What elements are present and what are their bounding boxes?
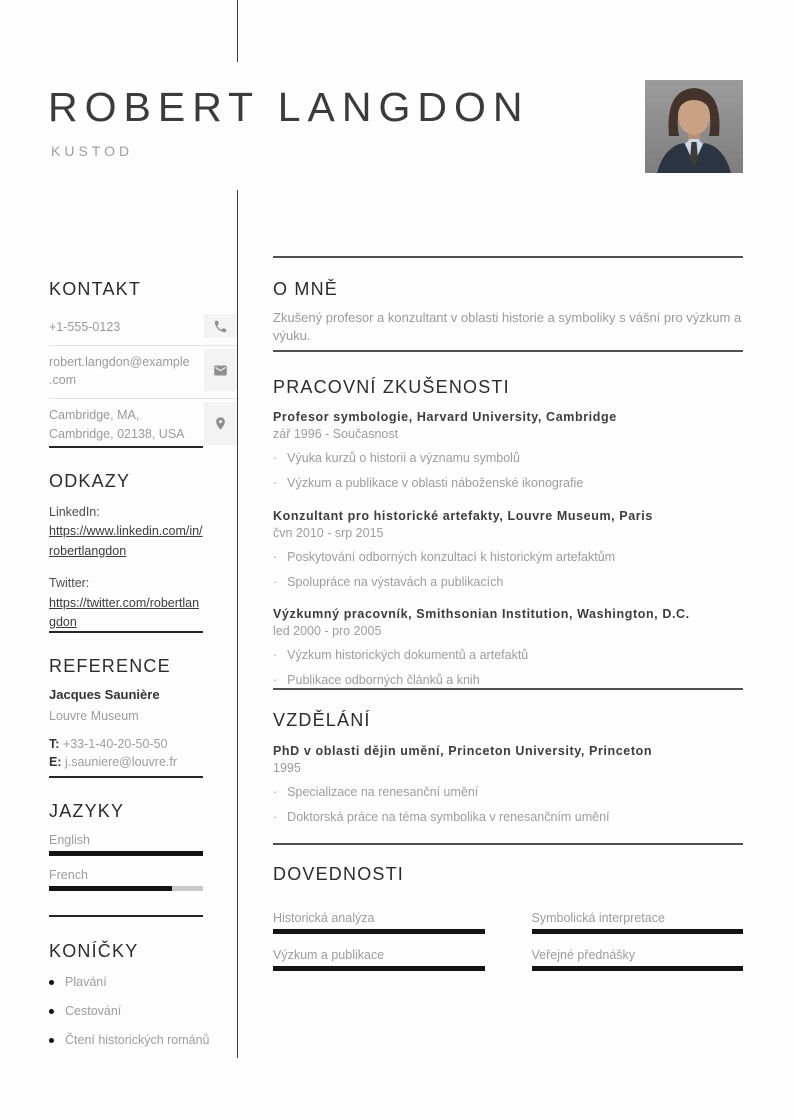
experience-entry bbox=[273, 509, 743, 591]
skill-level-track bbox=[532, 929, 744, 934]
link-url[interactable]: https://www.linkedin.com/in/robertlangdon bbox=[49, 524, 203, 558]
portrait-illustration bbox=[645, 80, 743, 173]
experience-bullet bbox=[273, 450, 743, 466]
sidebar-rule-4 bbox=[49, 915, 203, 917]
skill-level-track bbox=[273, 966, 485, 971]
education-bullet bbox=[273, 809, 743, 825]
contact-section bbox=[49, 311, 237, 452]
experience-bullet bbox=[273, 647, 743, 663]
email-value: robert.langdon@example.com bbox=[49, 355, 190, 388]
languages-heading: JAZYKY bbox=[49, 801, 125, 821]
bullet-text: Spolupráce na výstavách a publikacích bbox=[287, 574, 504, 589]
link-label: Twitter: bbox=[49, 576, 90, 591]
experience-title: Konzultant pro historické artefakty, Louvre Museum, Paris bbox=[273, 508, 653, 523]
skill-item bbox=[273, 911, 485, 934]
contact-row-phone bbox=[49, 311, 237, 346]
bullet-text: Výzkum historických dokumentů a artefaktů bbox=[287, 648, 529, 662]
hobby-label: Čtení historických románů bbox=[65, 1033, 210, 1047]
contact-row-email bbox=[49, 346, 237, 399]
reference-name: Jacques Saunière bbox=[49, 687, 160, 702]
bullet-marker: · bbox=[273, 476, 278, 491]
experience-entry bbox=[273, 607, 743, 689]
education-period: 1995 bbox=[273, 761, 301, 775]
column-divider bbox=[237, 190, 238, 1058]
language-level-bar bbox=[49, 886, 172, 891]
bullet-marker: · bbox=[273, 549, 278, 564]
job-title: KUSTOD bbox=[51, 143, 134, 159]
bullet-marker: · bbox=[273, 810, 278, 825]
skill-level-bar bbox=[273, 966, 485, 971]
bullet-dot-icon bbox=[49, 1038, 54, 1043]
skill-name: Výzkum a publikace bbox=[273, 948, 385, 962]
experience-title: Profesor symbologie, Harvard University, Cambridge bbox=[273, 410, 617, 424]
link-label: LinkedIn: bbox=[49, 505, 100, 519]
skill-level-track bbox=[273, 929, 485, 934]
links-heading: ODKAZY bbox=[49, 471, 131, 491]
reference-section bbox=[49, 686, 209, 771]
reference-organization: Louvre Museum bbox=[49, 708, 139, 723]
bullet-marker: · bbox=[273, 785, 278, 799]
bullet-text: Publikace odborných článků a knih bbox=[287, 673, 480, 688]
hobbies-section bbox=[49, 975, 229, 1062]
contact-row-address bbox=[49, 399, 237, 451]
education-bullet bbox=[273, 784, 743, 800]
education-bullets bbox=[273, 784, 743, 826]
education-entry bbox=[273, 744, 743, 826]
hobby-item bbox=[49, 975, 229, 989]
hobby-item bbox=[49, 1004, 229, 1018]
bullet-text: Specializace na renesanční umění bbox=[287, 785, 479, 799]
experience-bullets bbox=[273, 450, 743, 492]
languages-section bbox=[49, 833, 203, 891]
link-item bbox=[49, 574, 203, 632]
profile-photo bbox=[645, 80, 743, 173]
bullet-text: Doktorská práce na téma symbolika v renesančním umění bbox=[287, 810, 610, 825]
skills-section bbox=[273, 911, 743, 971]
experience-period: zář 1996 - Současnost bbox=[273, 427, 399, 441]
hobby-label: Cestování bbox=[65, 1004, 122, 1018]
mail-icon bbox=[204, 349, 237, 391]
rule-above-experience bbox=[273, 350, 743, 352]
about-heading: O MNĚ bbox=[273, 279, 339, 299]
reference-heading: REFERENCE bbox=[49, 656, 171, 676]
bullet-marker: · bbox=[273, 648, 278, 662]
language-level-bar bbox=[49, 851, 203, 856]
link-url[interactable]: https://twitter.com/robertlangdon bbox=[49, 595, 200, 629]
experience-section bbox=[273, 410, 743, 706]
reference-contact bbox=[49, 735, 209, 771]
skill-name: Historická analýza bbox=[273, 911, 375, 925]
skill-level-bar bbox=[532, 966, 744, 971]
page-title: ROBERT LANGDON bbox=[48, 84, 530, 130]
reference-phone-label: T: bbox=[49, 736, 60, 751]
language-item bbox=[49, 868, 203, 891]
language-name: English bbox=[49, 833, 90, 847]
hobby-label: Plavání bbox=[65, 975, 107, 989]
language-level-track bbox=[49, 851, 203, 856]
skill-name: Symbolická interpretace bbox=[531, 911, 665, 925]
skill-name: Veřejné přednášky bbox=[531, 948, 636, 962]
experience-period: čvn 2010 - srp 2015 bbox=[273, 525, 384, 540]
education-title: PhD v oblasti dějin umění, Princeton University, Princeton bbox=[273, 744, 653, 758]
address-value: Cambridge, MA, Cambridge, 02138, USA bbox=[49, 408, 185, 441]
bullet-marker: · bbox=[273, 673, 278, 688]
hobbies-heading: KONÍČKY bbox=[49, 941, 139, 961]
hobby-item bbox=[49, 1033, 229, 1047]
experience-heading: PRACOVNÍ ZKUŠENOSTI bbox=[273, 377, 510, 397]
experience-bullet bbox=[273, 549, 743, 565]
contact-heading: KONTAKT bbox=[49, 279, 142, 299]
experience-bullet bbox=[273, 475, 743, 491]
bullet-marker: · bbox=[273, 451, 278, 465]
about-text: Zkušený profesor a konzultant v oblasti historie a symboliky s vášní pro výzkum a výuku. bbox=[273, 310, 742, 344]
location-icon bbox=[204, 402, 237, 444]
sidebar-rule-3 bbox=[49, 776, 203, 778]
bullet-marker: · bbox=[273, 574, 278, 589]
rule-above-skills bbox=[273, 843, 743, 845]
experience-bullet bbox=[273, 672, 743, 688]
rule-above-about bbox=[273, 256, 743, 258]
reference-phone-line bbox=[49, 735, 209, 753]
experience-bullets bbox=[273, 647, 743, 689]
experience-bullet bbox=[273, 574, 743, 590]
education-section bbox=[273, 744, 743, 843]
language-level-track bbox=[49, 886, 203, 891]
bullet-text: Poskytování odborných konzultací k historickým artefaktům bbox=[287, 549, 616, 564]
skill-item bbox=[273, 948, 485, 971]
language-name: French bbox=[49, 868, 88, 882]
reference-email-line bbox=[49, 753, 209, 771]
bullet-dot-icon bbox=[49, 1009, 54, 1014]
skill-item bbox=[532, 911, 744, 934]
experience-title: Výzkumný pracovník, Smithsonian Institution, Washington, D.C. bbox=[273, 607, 690, 621]
links-section bbox=[49, 503, 203, 632]
bullet-dot-icon bbox=[49, 980, 54, 985]
reference-email-label: E: bbox=[49, 755, 62, 770]
column-divider-top bbox=[237, 0, 238, 62]
link-item bbox=[49, 503, 203, 561]
skills-heading: DOVEDNOSTI bbox=[273, 864, 405, 884]
reference-phone: +33-1-40-20-50-50 bbox=[62, 736, 168, 751]
reference-email: j.sauniere@louvre.fr bbox=[64, 755, 178, 770]
skill-level-bar bbox=[273, 929, 485, 934]
phone-icon bbox=[204, 314, 237, 338]
experience-entry bbox=[273, 410, 743, 492]
language-item bbox=[49, 833, 203, 856]
experience-period: led 2000 - pro 2005 bbox=[273, 624, 382, 638]
skill-item bbox=[532, 948, 744, 971]
skill-level-track bbox=[532, 966, 744, 971]
bullet-text: Výuka kurzů o historii a významu symbolů bbox=[287, 451, 520, 465]
experience-bullets bbox=[273, 549, 743, 591]
education-heading: VZDĚLÁNÍ bbox=[273, 710, 371, 730]
skill-level-bar bbox=[532, 929, 744, 934]
phone-value: +1-555-0123 bbox=[49, 320, 121, 334]
bullet-text: Výzkum a publikace v oblasti náboženské ikonografie bbox=[287, 476, 584, 491]
